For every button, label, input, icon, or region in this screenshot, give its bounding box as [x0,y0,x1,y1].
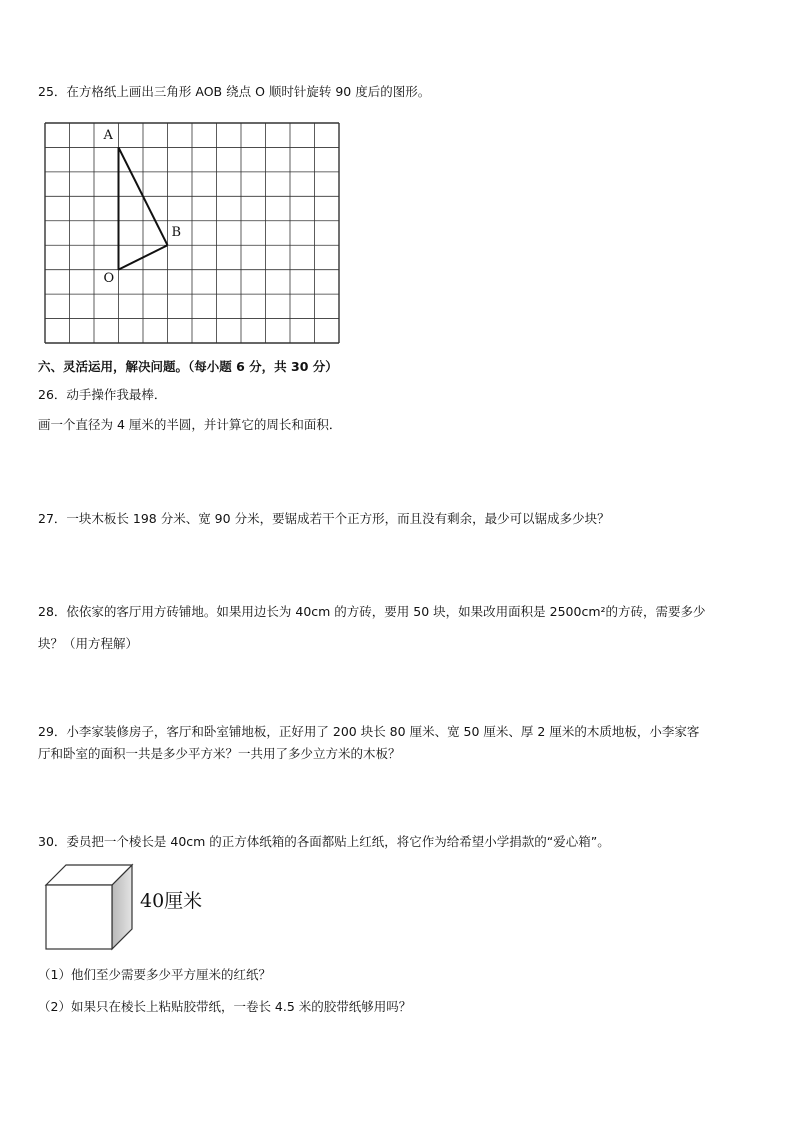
question-26-text: 26．动手操作我最棒． [38,387,167,402]
cube-figure [44,862,214,952]
cube-drawing [44,862,136,952]
question-28-line2: 块？（用方程解） [38,636,139,651]
cube-front-face [46,885,112,949]
grid-figure [44,122,340,344]
question-30-sub2: （2）如果只在棱长上粘贴胶带纸，一卷长 4.5 米的胶带纸够用吗？ [38,999,412,1014]
point-a-label: A [103,128,113,144]
question-29-line2: 厅和卧室的面积一共是多少平方米？一共用了多少立方米的木板？ [38,746,401,761]
grid-paper [44,122,340,344]
question-30-sub1: （1）他们至少需要多少平方厘米的红纸？ [38,967,271,982]
section-6-title: 六、灵活运用，解决问题。（每小题 6 分，共 30 分） [38,359,338,374]
question-29-line1: 29．小李家装修房子，客厅和卧室铺地板，正好用了 200 块长 80 厘米、宽 50 厘米、厚 2 厘米的木质地板，小李家客 [38,724,700,739]
question-28-line1: 28．依依家的客厅用方砖铺地。如果用边长为 40cm 的方砖，要用 50 块，如果改用面积是 2500cm²的方砖，需要多少 [38,604,706,619]
question-25-text: 25．在方格纸上画出三角形 AOB 绕点 O 顺时针旋转 90 度后的图形。 [38,84,431,99]
question-27-text: 27．一块木板长 198 分米、宽 90 分米，要锯成若干个正方形，而且没有剩余，最少可以锯成多少块？ [38,511,610,526]
cube-edge-label: 40厘米 [140,890,203,912]
point-o-label: O [103,270,115,286]
point-b-label: B [171,225,182,241]
question-30-text: 30．委员把一个棱长是 40cm 的正方体纸箱的各面都贴上红纸，将它作为给希望小学捐款的“爱心箱”。 [38,834,610,849]
question-26-subtext: 画一个直径为 4 厘米的半圆，并计算它的周长和面积． [38,417,342,432]
